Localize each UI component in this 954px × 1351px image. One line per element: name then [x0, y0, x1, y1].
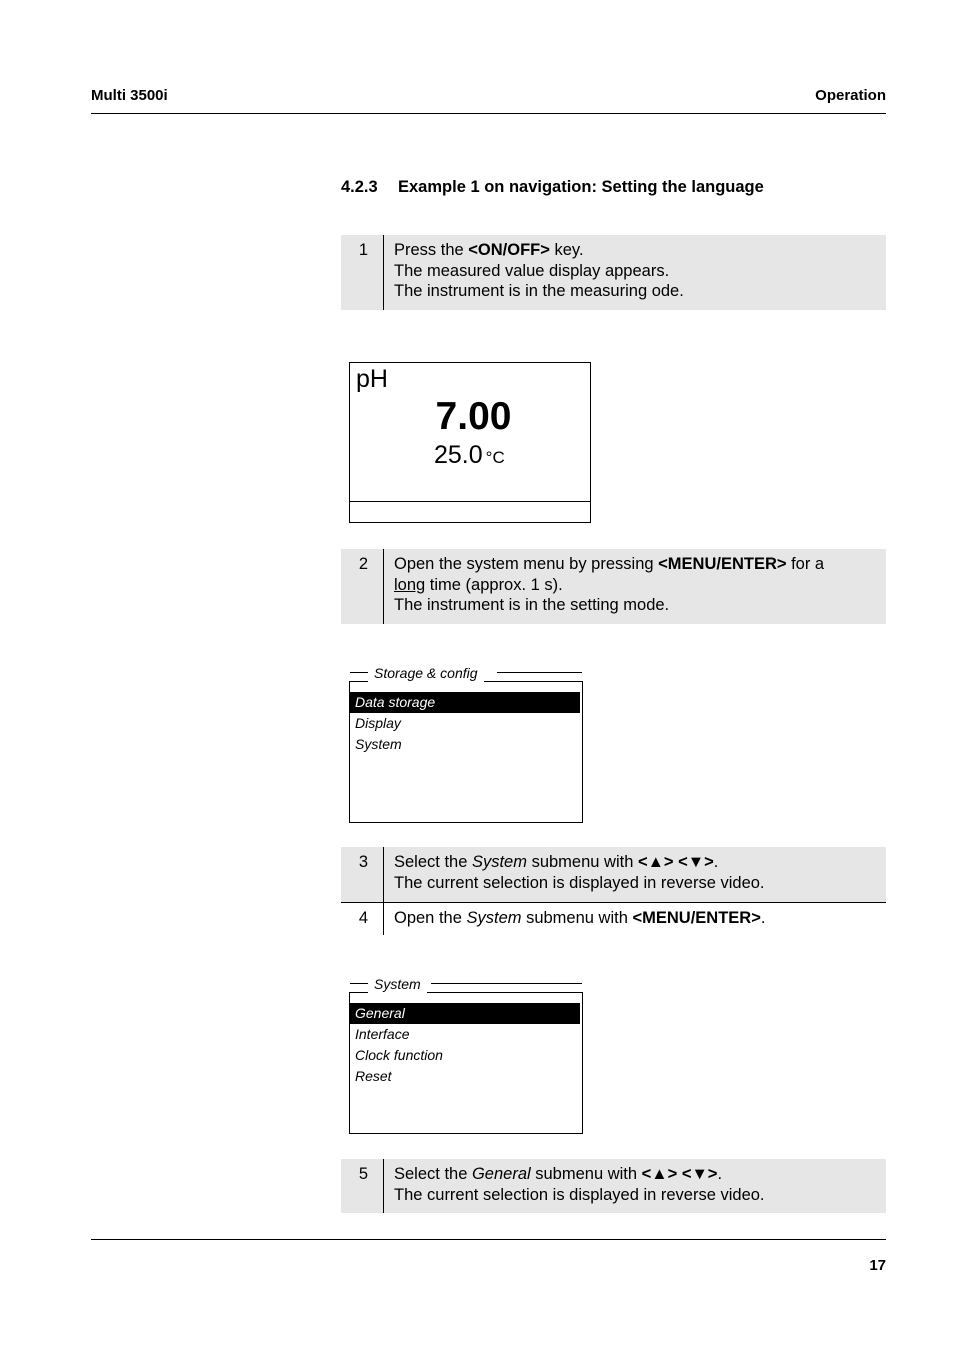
step-line: The current selection is displayed in reverse video.	[394, 1185, 765, 1204]
step-line: The instrument is in the setting mode.	[394, 596, 670, 614]
temperature-value: 25.0	[434, 441, 483, 469]
header-rule	[91, 113, 886, 114]
key-menu-enter: <MENU/ENTER>	[632, 909, 761, 927]
storage-config-menu	[349, 665, 583, 823]
text-span: key.	[549, 241, 584, 259]
key-onoff: <ON/OFF>	[468, 241, 550, 259]
text-span: Open the system menu by pressing	[394, 555, 659, 573]
measured-value-display	[349, 362, 591, 523]
menu-frame	[497, 672, 582, 673]
text-span: .	[717, 1165, 723, 1183]
key-arrows: <▲> <▼>	[641, 1165, 718, 1183]
step-line: The measured value display appears.	[394, 261, 670, 280]
text-span: Press the	[394, 241, 469, 259]
step-number: 2	[341, 549, 384, 624]
step-1	[341, 235, 886, 310]
menu-title: Storage & config	[368, 664, 484, 682]
step-line: The current selection is displayed in reverse video.	[394, 873, 765, 892]
footer-rule	[91, 1239, 886, 1240]
step-text	[394, 903, 886, 936]
page-number: 17	[869, 1257, 886, 1274]
step-3	[341, 847, 886, 902]
step-text	[394, 1159, 886, 1212]
step-number: 3	[341, 847, 384, 902]
step-number: 4	[341, 903, 384, 935]
display-temperature	[434, 441, 505, 470]
text-span: submenu with	[521, 909, 633, 927]
text-span: time (approx. 1 s).	[425, 575, 563, 594]
section-title: Example 1 on navigation: Setting the language	[398, 178, 764, 196]
menu-item-clock-function[interactable]: Clock function	[355, 1047, 443, 1063]
step-line: The instrument is in the measuring ode.	[394, 282, 684, 300]
display-status-line	[350, 501, 590, 502]
submenu-name: System	[466, 909, 522, 927]
text-span: submenu with	[530, 1165, 642, 1183]
text-span: .	[760, 909, 766, 927]
text-span: Open the	[394, 909, 467, 927]
step-text	[394, 235, 886, 309]
menu-frame	[431, 983, 582, 984]
menu-item-system[interactable]: System	[355, 736, 402, 752]
menu-item-general[interactable]: General	[350, 1003, 580, 1024]
system-menu	[349, 976, 583, 1134]
text-span: .	[713, 853, 719, 871]
section-number: 4.2.3	[341, 178, 378, 196]
step-text	[394, 549, 886, 623]
emphasis-long: long	[394, 575, 426, 594]
display-parameter: pH	[356, 365, 388, 393]
menu-frame	[350, 672, 368, 673]
menu-item-data-storage[interactable]: Data storage	[350, 692, 580, 713]
submenu-name: General	[471, 1165, 531, 1183]
menu-item-reset[interactable]: Reset	[355, 1068, 392, 1084]
step-number: 5	[341, 1159, 384, 1213]
step-number: 1	[341, 235, 384, 310]
display-value: 7.00	[435, 395, 512, 438]
text-span: for a	[786, 555, 825, 573]
text-span: Select the	[394, 1165, 472, 1183]
section-heading	[341, 178, 764, 197]
text-span: Select the	[394, 853, 472, 871]
menu-frame	[350, 983, 368, 984]
header-chapter: Operation	[815, 87, 886, 104]
key-arrows: <▲> <▼>	[637, 853, 714, 871]
temperature-unit: °C	[485, 448, 505, 467]
text-span: submenu with	[526, 853, 638, 871]
menu-item-display[interactable]: Display	[355, 715, 401, 731]
step-2	[341, 549, 886, 624]
step-4	[341, 903, 886, 935]
header-product: Multi 3500i	[91, 87, 168, 104]
step-text	[394, 847, 886, 900]
step-5	[341, 1159, 886, 1213]
menu-title: System	[368, 975, 427, 993]
submenu-name: System	[471, 853, 527, 871]
menu-item-interface[interactable]: Interface	[355, 1026, 410, 1042]
key-menu-enter: <MENU/ENTER>	[658, 555, 787, 573]
